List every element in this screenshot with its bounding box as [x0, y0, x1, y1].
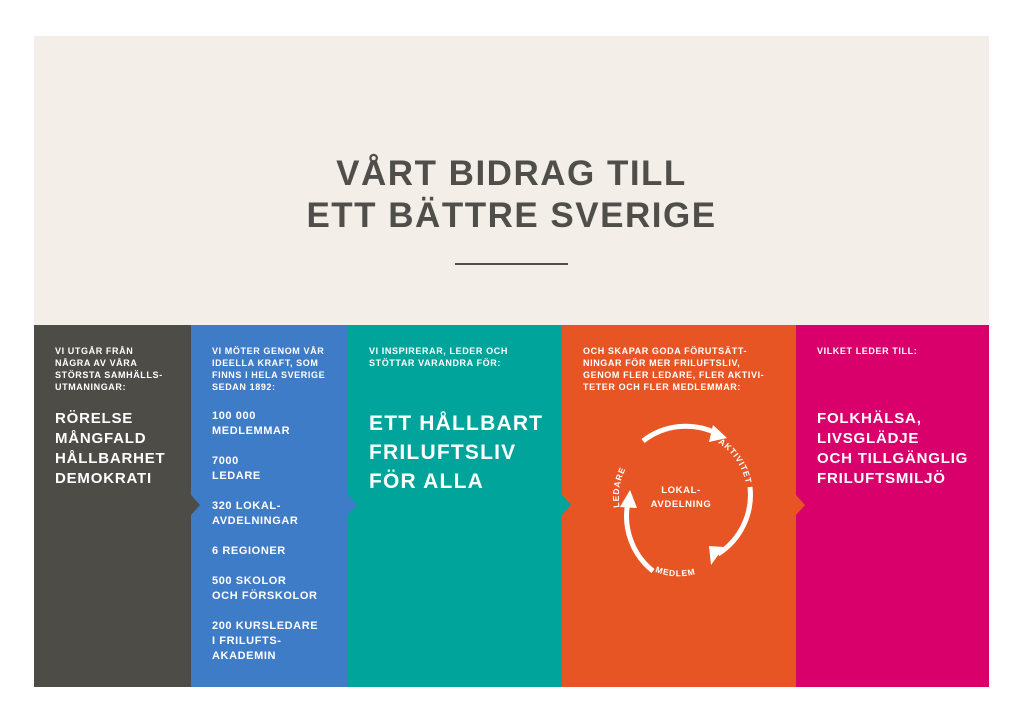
stat-course-leaders: 200 KURSLEDARE I FRILUFTS- AKADEMIN	[212, 620, 319, 662]
cycle-arrow-top	[643, 426, 716, 441]
column-conditions	[562, 325, 796, 687]
resources-intro: VI MÖTER GENOM VÅR IDEELLA KRAFT, SOM FINNS I HELA SVERIGE SEDAN 1892:	[212, 346, 326, 392]
challenges-list: RÖRELSE MÅNGFALD HÅLLBARHET DEMOKRATI	[55, 410, 166, 487]
cycle-label-ledare: LEDARE	[610, 465, 628, 509]
cycle-diagram	[589, 407, 769, 582]
cycle-arrowhead-left	[620, 490, 637, 508]
column-mission	[348, 325, 562, 687]
challenges-intro: VI UTGÅR FRÅN NÅGRA AV VÅRA STÖRSTA SAMHÄLLS- UTMANINGAR:	[55, 346, 163, 392]
title-divider	[455, 263, 568, 265]
conditions-intro: OCH SKAPAR GODA FÖRUTSÄTT- NINGAR FÖR MER FRILUFTSLIV, GENOM FLER LEDARE, FLER AKTIVI- TETER OCH FLER MEDLEMMAR:	[583, 346, 765, 392]
stat-regions: 6 REGIONER	[212, 545, 286, 557]
cycle-center-line1: LOKAL-	[661, 485, 701, 496]
stat-local-chapters: 320 LOKAL- AVDELNINGAR	[212, 500, 299, 527]
mission-headline: ETT HÅLLBART FRILUFTSLIV FÖR ALLA	[369, 412, 544, 493]
cycle-arrowhead-right	[709, 546, 724, 565]
outcome-intro: VILKET LEDER TILL:	[817, 346, 918, 356]
resources-stats	[212, 409, 342, 679]
outcome-headline: FOLKHÄLSA, LIVSGLÄDJE OCH TILLGÄNGLIG FRILUFTSMILJÖ	[817, 410, 969, 487]
arrow-right-icon	[796, 495, 805, 515]
column-outcome	[796, 325, 989, 687]
stat-schools: 500 SKOLOR OCH FÖRSKOLOR	[212, 575, 318, 602]
stat-leaders: 7000 LEDARE	[212, 455, 261, 482]
stat-members: 100 000 MEDLEMMAR	[212, 410, 291, 437]
infographic	[34, 36, 989, 687]
cycle-label-aktivitet: AKTIVITET	[716, 436, 754, 485]
cycle-label-medlem: MEDLEM	[654, 564, 697, 579]
arrow-right-icon	[348, 495, 357, 515]
arrow-right-icon	[562, 495, 571, 515]
cycle-center-line2: AVDELNING	[650, 499, 712, 510]
title-line-1: VÅRT BIDRAG TILL	[336, 154, 687, 193]
column-challenges	[34, 325, 191, 687]
page-title	[34, 153, 989, 237]
mission-intro: VI INSPIRERAR, LEDER OCH STÖTTAR VARANDRA FÖR:	[369, 346, 508, 368]
header-panel	[34, 36, 989, 325]
cycle-arrow-left	[627, 502, 653, 571]
column-resources	[191, 325, 348, 687]
title-line-2: ETT BÄTTRE SVERIGE	[306, 196, 717, 235]
arrow-right-icon	[191, 495, 200, 515]
cycle-arrow-right	[718, 487, 750, 554]
